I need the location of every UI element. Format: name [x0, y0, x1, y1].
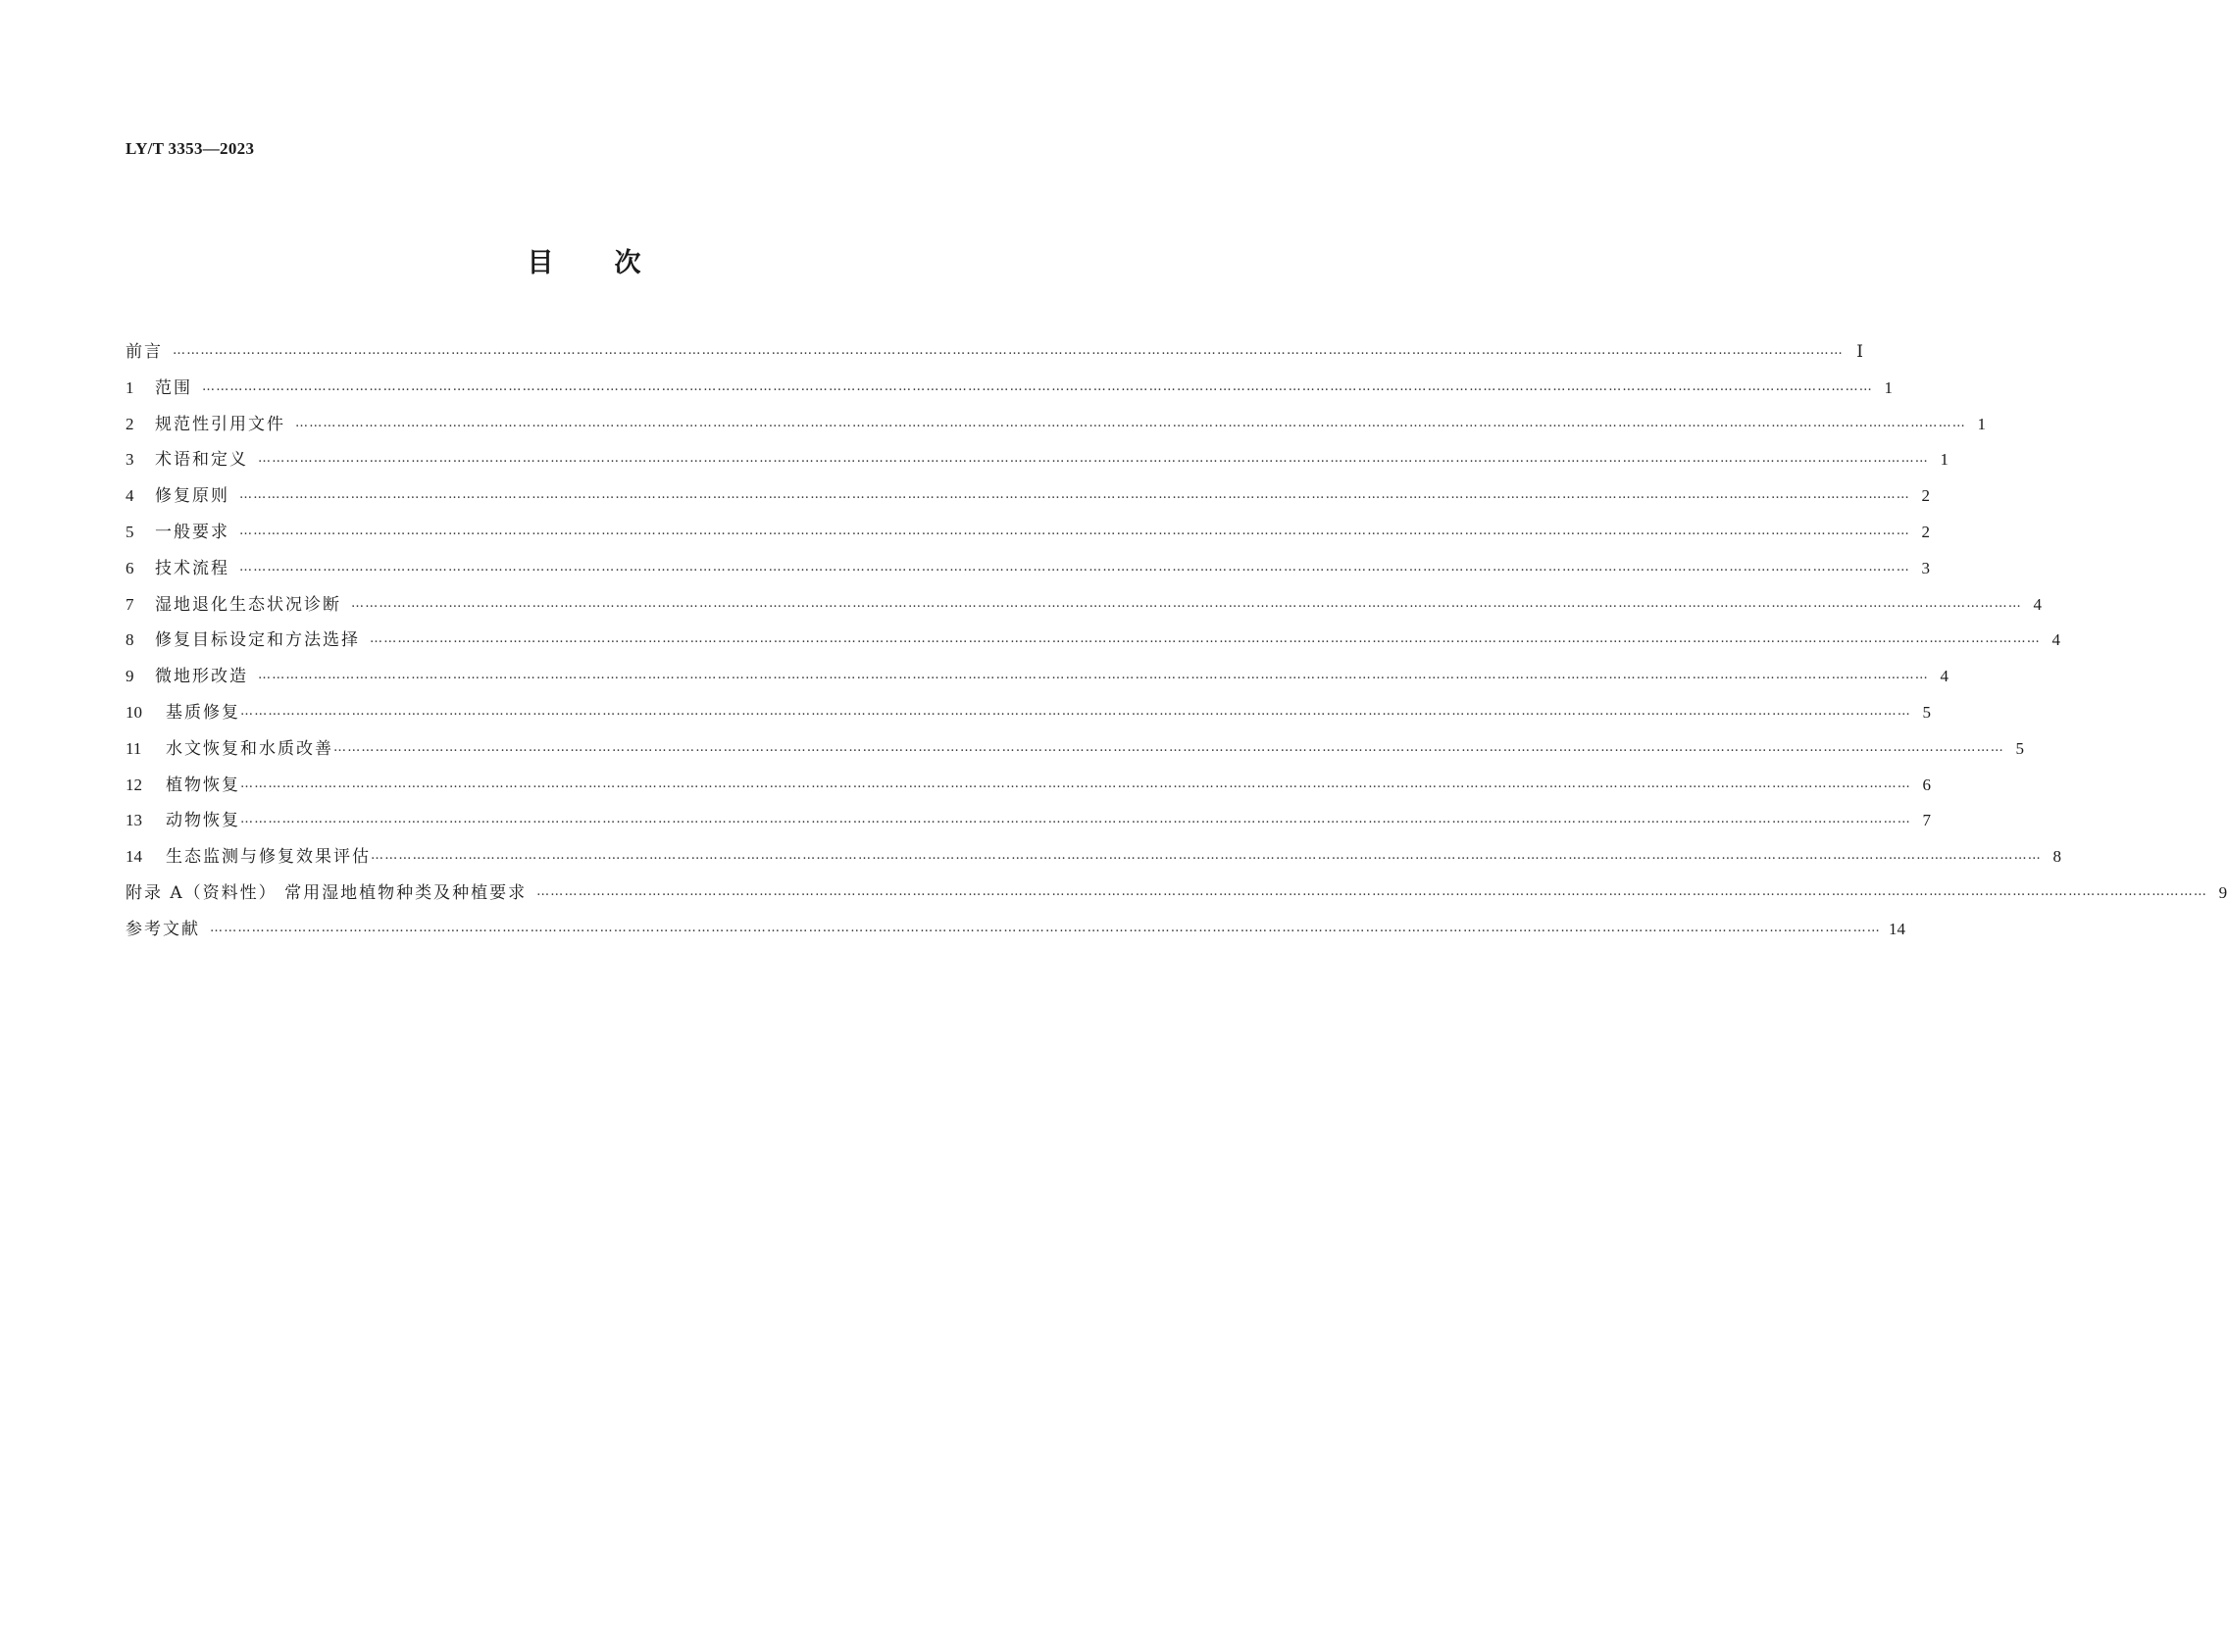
dot-leader: ……………………………………………………………………………………………………………………………………………………………………………………………………………………………………………………………………………………………………………………………… — [295, 415, 1966, 430]
toc-entry[interactable] — [126, 442, 1949, 478]
toc-entry[interactable] — [126, 623, 2060, 659]
toc-entry-label: 参考文献 — [126, 919, 200, 939]
toc-entry-page: 3 — [1921, 558, 1930, 577]
toc-entry-label: 微地形改造 — [155, 667, 248, 687]
toc-entry-page: 1 — [1940, 450, 1949, 470]
document-code: LY/T 3353—2023 — [126, 139, 255, 158]
toc-entry-page: 1 — [1884, 377, 1893, 397]
toc-entry[interactable] — [126, 912, 1905, 948]
dot-leader: ……………………………………………………………………………………………………………………………………………………………………………………………………………………………………………………………………………………………………………………………… — [536, 883, 2208, 899]
toc-entry-number: 5 — [126, 522, 134, 541]
toc-entry-number: 1 — [126, 377, 134, 397]
toc-entry-label: 基质修复 — [166, 702, 240, 723]
toc-entry-page: 14 — [1889, 919, 1905, 938]
dot-leader: ……………………………………………………………………………………………………………………………………………………………………………………………………………………………………………………………………………………………………………………………… — [370, 631, 2041, 647]
title-part-1: 目 — [527, 248, 554, 278]
table-of-contents — [126, 334, 2227, 948]
toc-entry-page: 1 — [1977, 414, 1986, 433]
toc-entry-label: 生态监测与修复效果评估 — [166, 847, 371, 868]
title-part-2: 次 — [614, 248, 641, 278]
toc-entry[interactable] — [126, 371, 1893, 407]
toc-entry-page: 7 — [1922, 811, 1931, 830]
toc-entry-number: 3 — [126, 450, 134, 470]
toc-entry-number: 4 — [126, 486, 134, 506]
toc-entry-number: 2 — [126, 414, 134, 433]
toc-entry-label: 规范性引用文件 — [155, 414, 285, 434]
toc-entry[interactable] — [126, 695, 1931, 731]
toc-entry-number: 6 — [126, 558, 134, 577]
toc-entry-page: 4 — [2033, 594, 2042, 614]
dot-leader: ……………………………………………………………………………………………………………………………………………………………………………………………………………………………………………………………………………………………………………………………… — [239, 559, 1910, 575]
dot-leader: ……………………………………………………………………………………………………………………………………………………………………………………………………………………………………………………………………………………………………………………………… — [371, 848, 2042, 864]
toc-entry-number: 12 — [126, 775, 142, 794]
toc-entry-number: 7 — [126, 594, 134, 614]
toc-entry[interactable] — [126, 659, 1949, 695]
dot-leader: ……………………………………………………………………………………………………………………………………………………………………………………………………………………………………………………………………………………………………………………………… — [202, 378, 1873, 394]
toc-entry-page: 4 — [1940, 667, 1949, 686]
toc-entry-page: 2 — [1921, 486, 1930, 506]
dot-leader: ……………………………………………………………………………………………………………………………………………………………………………………………………………………………………………………………………………………………………………………………… — [258, 668, 1929, 683]
toc-entry[interactable] — [126, 876, 2227, 912]
toc-entry-label: 前言 — [126, 342, 163, 362]
dot-leader: ……………………………………………………………………………………………………………………………………………………………………………………………………………………………………………………………………………………………………………………………… — [258, 451, 1929, 467]
toc-entry[interactable] — [126, 803, 1931, 839]
toc-entry[interactable] — [126, 407, 1986, 443]
toc-entry-label: 技术流程 — [155, 558, 229, 578]
dot-leader: ……………………………………………………………………………………………………………………………………………………………………………………………………………………………………………………………………………………………………………………………… — [239, 487, 1910, 503]
dot-leader: ……………………………………………………………………………………………………………………………………………………………………………………………………………………………………………………………………………………………………………………………… — [351, 595, 2022, 611]
toc-entry-label: 修复原则 — [155, 486, 229, 507]
toc-entry[interactable] — [126, 515, 1930, 551]
toc-entry-label: 动物恢复 — [166, 811, 240, 831]
dot-leader: ……………………………………………………………………………………………………………………………………………………………………………………………………………………………………………………………………………………………………………………………… — [240, 776, 1911, 791]
toc-entry-page: 4 — [2051, 630, 2060, 650]
toc-entry[interactable] — [126, 768, 1931, 804]
toc-entry-number: 10 — [126, 702, 142, 722]
dot-leader: ……………………………………………………………………………………………………………………………………………………………………………………………………………………………………………………………………………………………………………………………… — [240, 812, 1911, 827]
dot-leader: ……………………………………………………………………………………………………………………………………………………………………………………………………………………………………………………………………………………………………………………………… — [333, 739, 2004, 755]
toc-entry-number: 8 — [126, 630, 134, 650]
toc-entry-number: 13 — [126, 811, 142, 830]
toc-entry-page: 8 — [2052, 847, 2061, 867]
toc-entry[interactable] — [126, 587, 2042, 624]
toc-entry-label: 一般要求 — [155, 522, 229, 542]
toc-entry-label: 湿地退化生态状况诊断 — [155, 594, 341, 615]
toc-entry-label: 水文恢复和水质改善 — [166, 738, 333, 759]
toc-entry-page: 6 — [1922, 775, 1931, 794]
toc-entry-page: 2 — [1921, 522, 1930, 541]
dot-leader: ……………………………………………………………………………………………………………………………………………………………………………………………………………………………………………………………………………………………………………………………… — [173, 343, 1844, 358]
toc-entry[interactable] — [126, 839, 2061, 876]
toc-entry-label: 植物恢复 — [166, 775, 240, 795]
toc-entry-label: 修复目标设定和方法选择 — [155, 630, 360, 651]
toc-entry-number: 9 — [126, 667, 134, 686]
toc-entry-page: 5 — [2015, 738, 2024, 758]
toc-entry-label: 附录 A（资料性） 常用湿地植物种类及种植要求 — [126, 882, 528, 903]
toc-entry-label: 范围 — [155, 377, 192, 398]
toc-entry-label: 术语和定义 — [155, 450, 248, 471]
toc-entry-page: Ⅰ — [1856, 342, 1863, 361]
dot-leader: ……………………………………………………………………………………………………………………………………………………………………………………………………………………………………………………………………………………………………………………………… — [239, 523, 1910, 538]
toc-entry-number: 11 — [126, 738, 142, 758]
dot-leader: ……………………………………………………………………………………………………………………………………………………………………………………………………………………………………………………………………………………………………………………………… — [240, 703, 1911, 719]
toc-entry[interactable] — [126, 334, 1863, 371]
toc-entry-page: 5 — [1922, 702, 1931, 722]
toc-entry[interactable] — [126, 731, 2024, 768]
page-title — [0, 241, 1168, 279]
toc-entry[interactable] — [126, 478, 1930, 515]
dot-leader: ……………………………………………………………………………………………………………………………………………………………………………………………………………………………………………………………………………………………………………………………… — [210, 920, 1881, 935]
toc-entry-number: 14 — [126, 847, 142, 867]
toc-entry-page: 9 — [2218, 882, 2227, 902]
toc-entry[interactable] — [126, 551, 1930, 587]
